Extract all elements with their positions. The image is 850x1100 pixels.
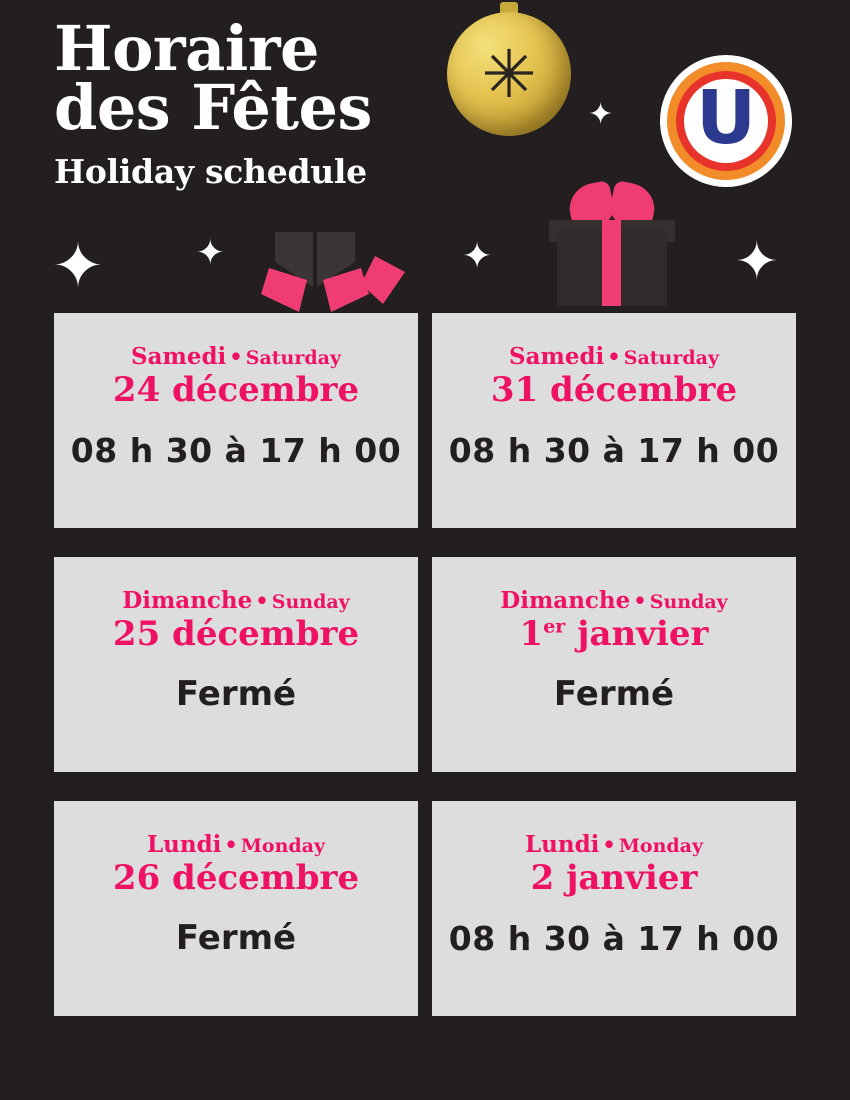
sparkle-icon: ✦ [588,98,614,131]
date-ordinal-suffix: er [543,615,566,638]
schedule-card [54,313,418,528]
schedule-card-daynames [122,587,349,614]
day-name-en: Sunday [649,591,728,613]
day-separator: • [633,588,647,613]
schedule-card-date: 26 décembre [112,858,360,898]
day-name-fr: Lundi [146,831,222,858]
sparkle-icon: ✦ [196,234,225,272]
day-separator: • [255,588,269,613]
day-name-fr: Samedi [130,343,227,370]
schedule-card-date: 25 décembre [112,614,360,654]
brand-logo [660,55,792,187]
day-name-fr: Lundi [524,831,600,858]
schedule-card [432,313,796,528]
schedule-card-hours: 08 h 30 à 17 h 00 [448,431,780,470]
poster-header [0,0,850,310]
page-title-line-1: Horaire [54,12,319,85]
schedule-card-date: 31 décembre [490,370,738,410]
day-separator: • [607,344,621,369]
page-title-line-2: des Fêtes [54,70,372,144]
day-name-fr: Dimanche [122,587,253,614]
schedule-card-daynames [500,587,727,614]
schedule-card-hours: Fermé [175,918,297,958]
day-name-fr: Samedi [508,343,605,370]
schedule-card-hours: Fermé [175,674,297,714]
sparkle-icon: ✦ [462,235,493,276]
ornament-snowflake-icon: ✳ [481,37,537,111]
day-name-en: Sunday [271,591,350,613]
schedule-card [54,557,418,772]
gold-ornament-icon [447,12,571,136]
pink-leaf-icon [255,232,405,312]
day-separator: • [224,832,238,857]
gift-ribbon-icon [602,220,621,306]
schedule-card-daynames [509,343,719,370]
day-name-fr: Dimanche [500,587,631,614]
schedule-card-hours: Fermé [553,674,675,714]
schedule-card-hours: 08 h 30 à 17 h 00 [70,431,402,470]
title-block [54,12,372,191]
schedule-card-hours: 08 h 30 à 17 h 00 [448,919,780,958]
sparkle-icon: ✦ [52,232,104,301]
date-month: janvier [565,614,709,654]
schedule-card-daynames [147,831,325,858]
schedule-card-date: 24 décembre [112,370,360,410]
date-number: 1 [519,614,544,654]
schedule-grid [54,313,796,1016]
schedule-card-date [520,616,709,653]
schedule-card-daynames [525,831,703,858]
schedule-card [432,801,796,1016]
gift-box-icon [549,178,675,306]
schedule-card [432,557,796,772]
day-name-en: Saturday [623,347,720,369]
day-name-en: Monday [240,835,326,857]
sparkle-icon: ✦ [735,233,779,291]
day-separator: • [229,344,243,369]
day-separator: • [602,832,616,857]
day-name-en: Monday [618,835,704,857]
schedule-card-date: 2 janvier [530,858,698,898]
schedule-card-daynames [131,343,341,370]
schedule-card [54,801,418,1016]
logo-letter: U [695,75,757,161]
page-subtitle: Holiday schedule [54,151,367,191]
day-name-en: Saturday [245,347,342,369]
